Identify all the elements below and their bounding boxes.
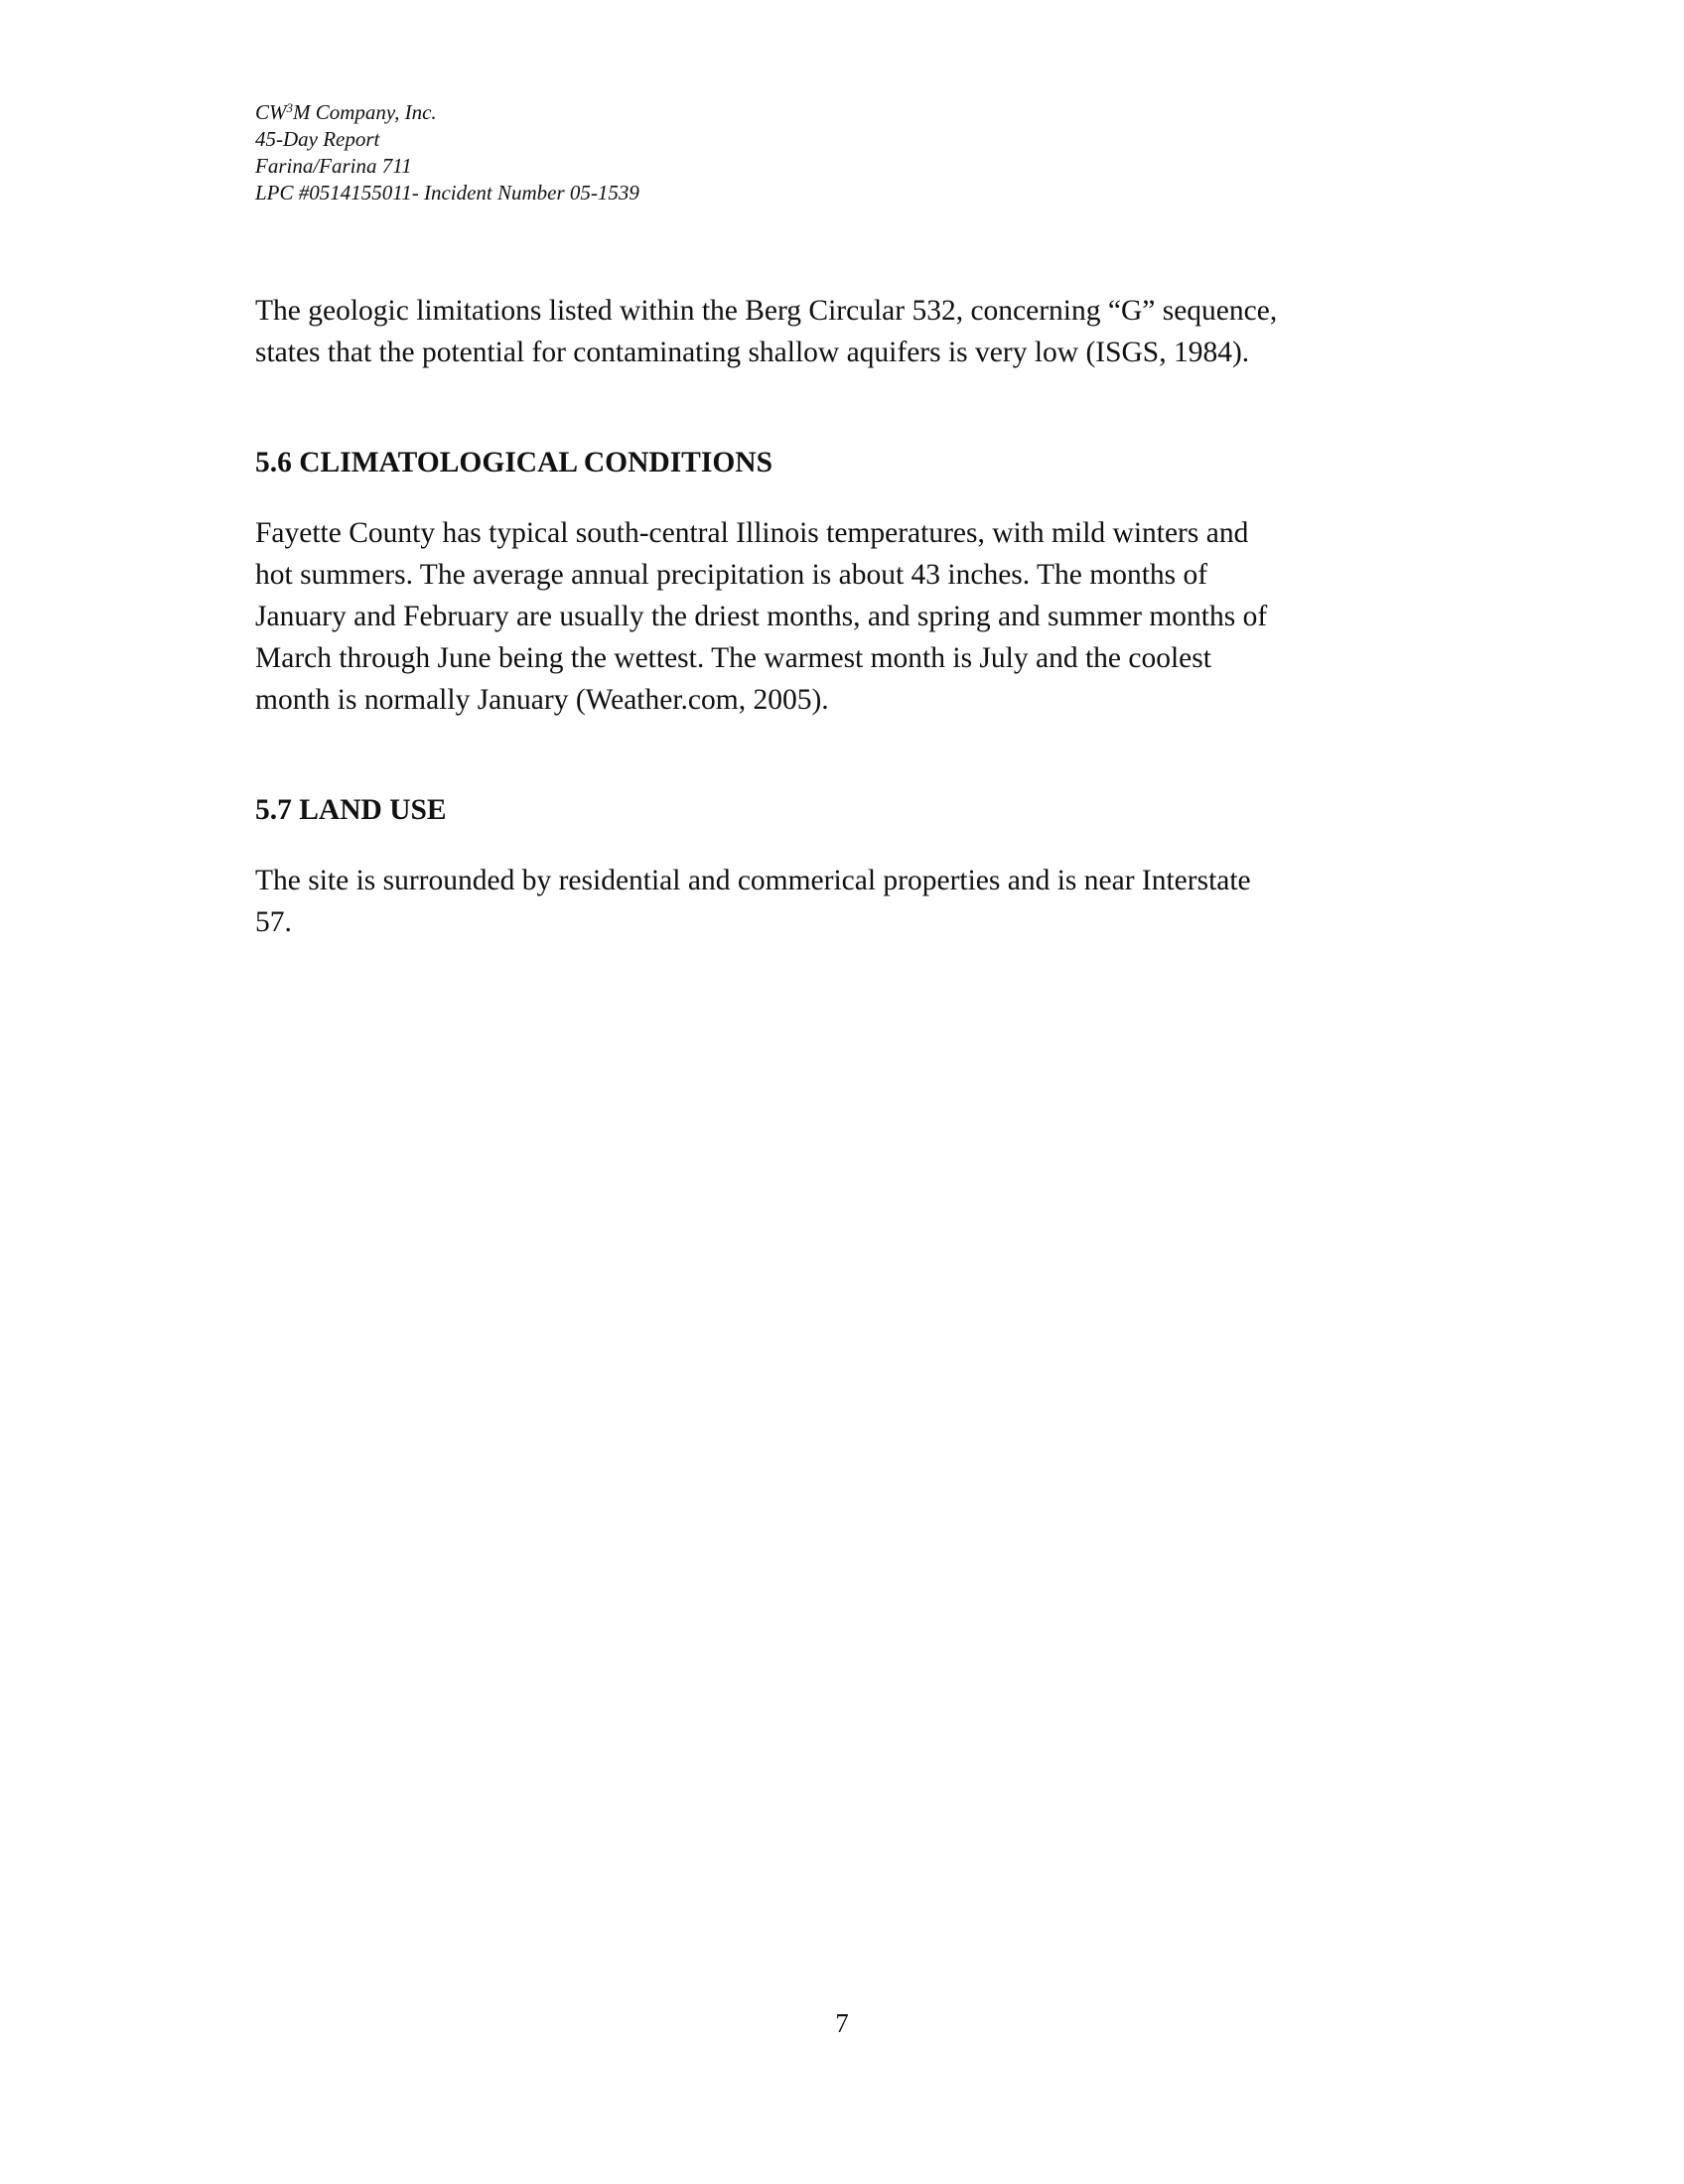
geology-paragraph (255, 290, 1427, 373)
header-site: Farina/Farina 711 (255, 154, 412, 178)
land-use-paragraph (255, 860, 1427, 943)
paragraph-line: March through June being the wettest. The warmest month is July and the coolest (255, 642, 1211, 674)
report-header (255, 99, 1149, 206)
land-use-heading: 5.7 LAND USE (255, 794, 447, 826)
paragraph-line: month is normally January (Weather.com, 2005). (255, 684, 829, 716)
page-number: 7 (835, 2008, 849, 2038)
climatological-paragraph (255, 512, 1427, 721)
climatological-conditions-heading: 5.6 CLIMATOLOGICAL CONDITIONS (255, 447, 772, 478)
header-company: $CW^3M$ Company, Inc. (255, 100, 437, 124)
paragraph-line: The geologic limitations listed within the Berg Circular 532, concerning “G” sequence, (255, 295, 1278, 327)
paragraph-line: states that the potential for contaminating shallow aquifers is very low (ISGS, 1984). (255, 337, 1250, 368)
paragraph-line: January and February are usually the driest months, and spring and summer months of (255, 601, 1268, 632)
header-report-type: 45-Day Report (255, 127, 380, 151)
paragraph-line: Fayette County has typical south-central Illinois temperatures, with mild winters and (255, 517, 1249, 549)
header-lpc-incident: LPC #0514155011- Incident Number 05-1539 (255, 181, 639, 205)
paragraph-line: 57. (255, 906, 292, 938)
paragraph-line: The site is surrounded by residential and commerical properties and is near Interstate (255, 865, 1251, 896)
report-body (255, 290, 1427, 943)
paragraph-line: hot summers. The average annual precipitation is about 43 inches. The months of (255, 559, 1208, 591)
